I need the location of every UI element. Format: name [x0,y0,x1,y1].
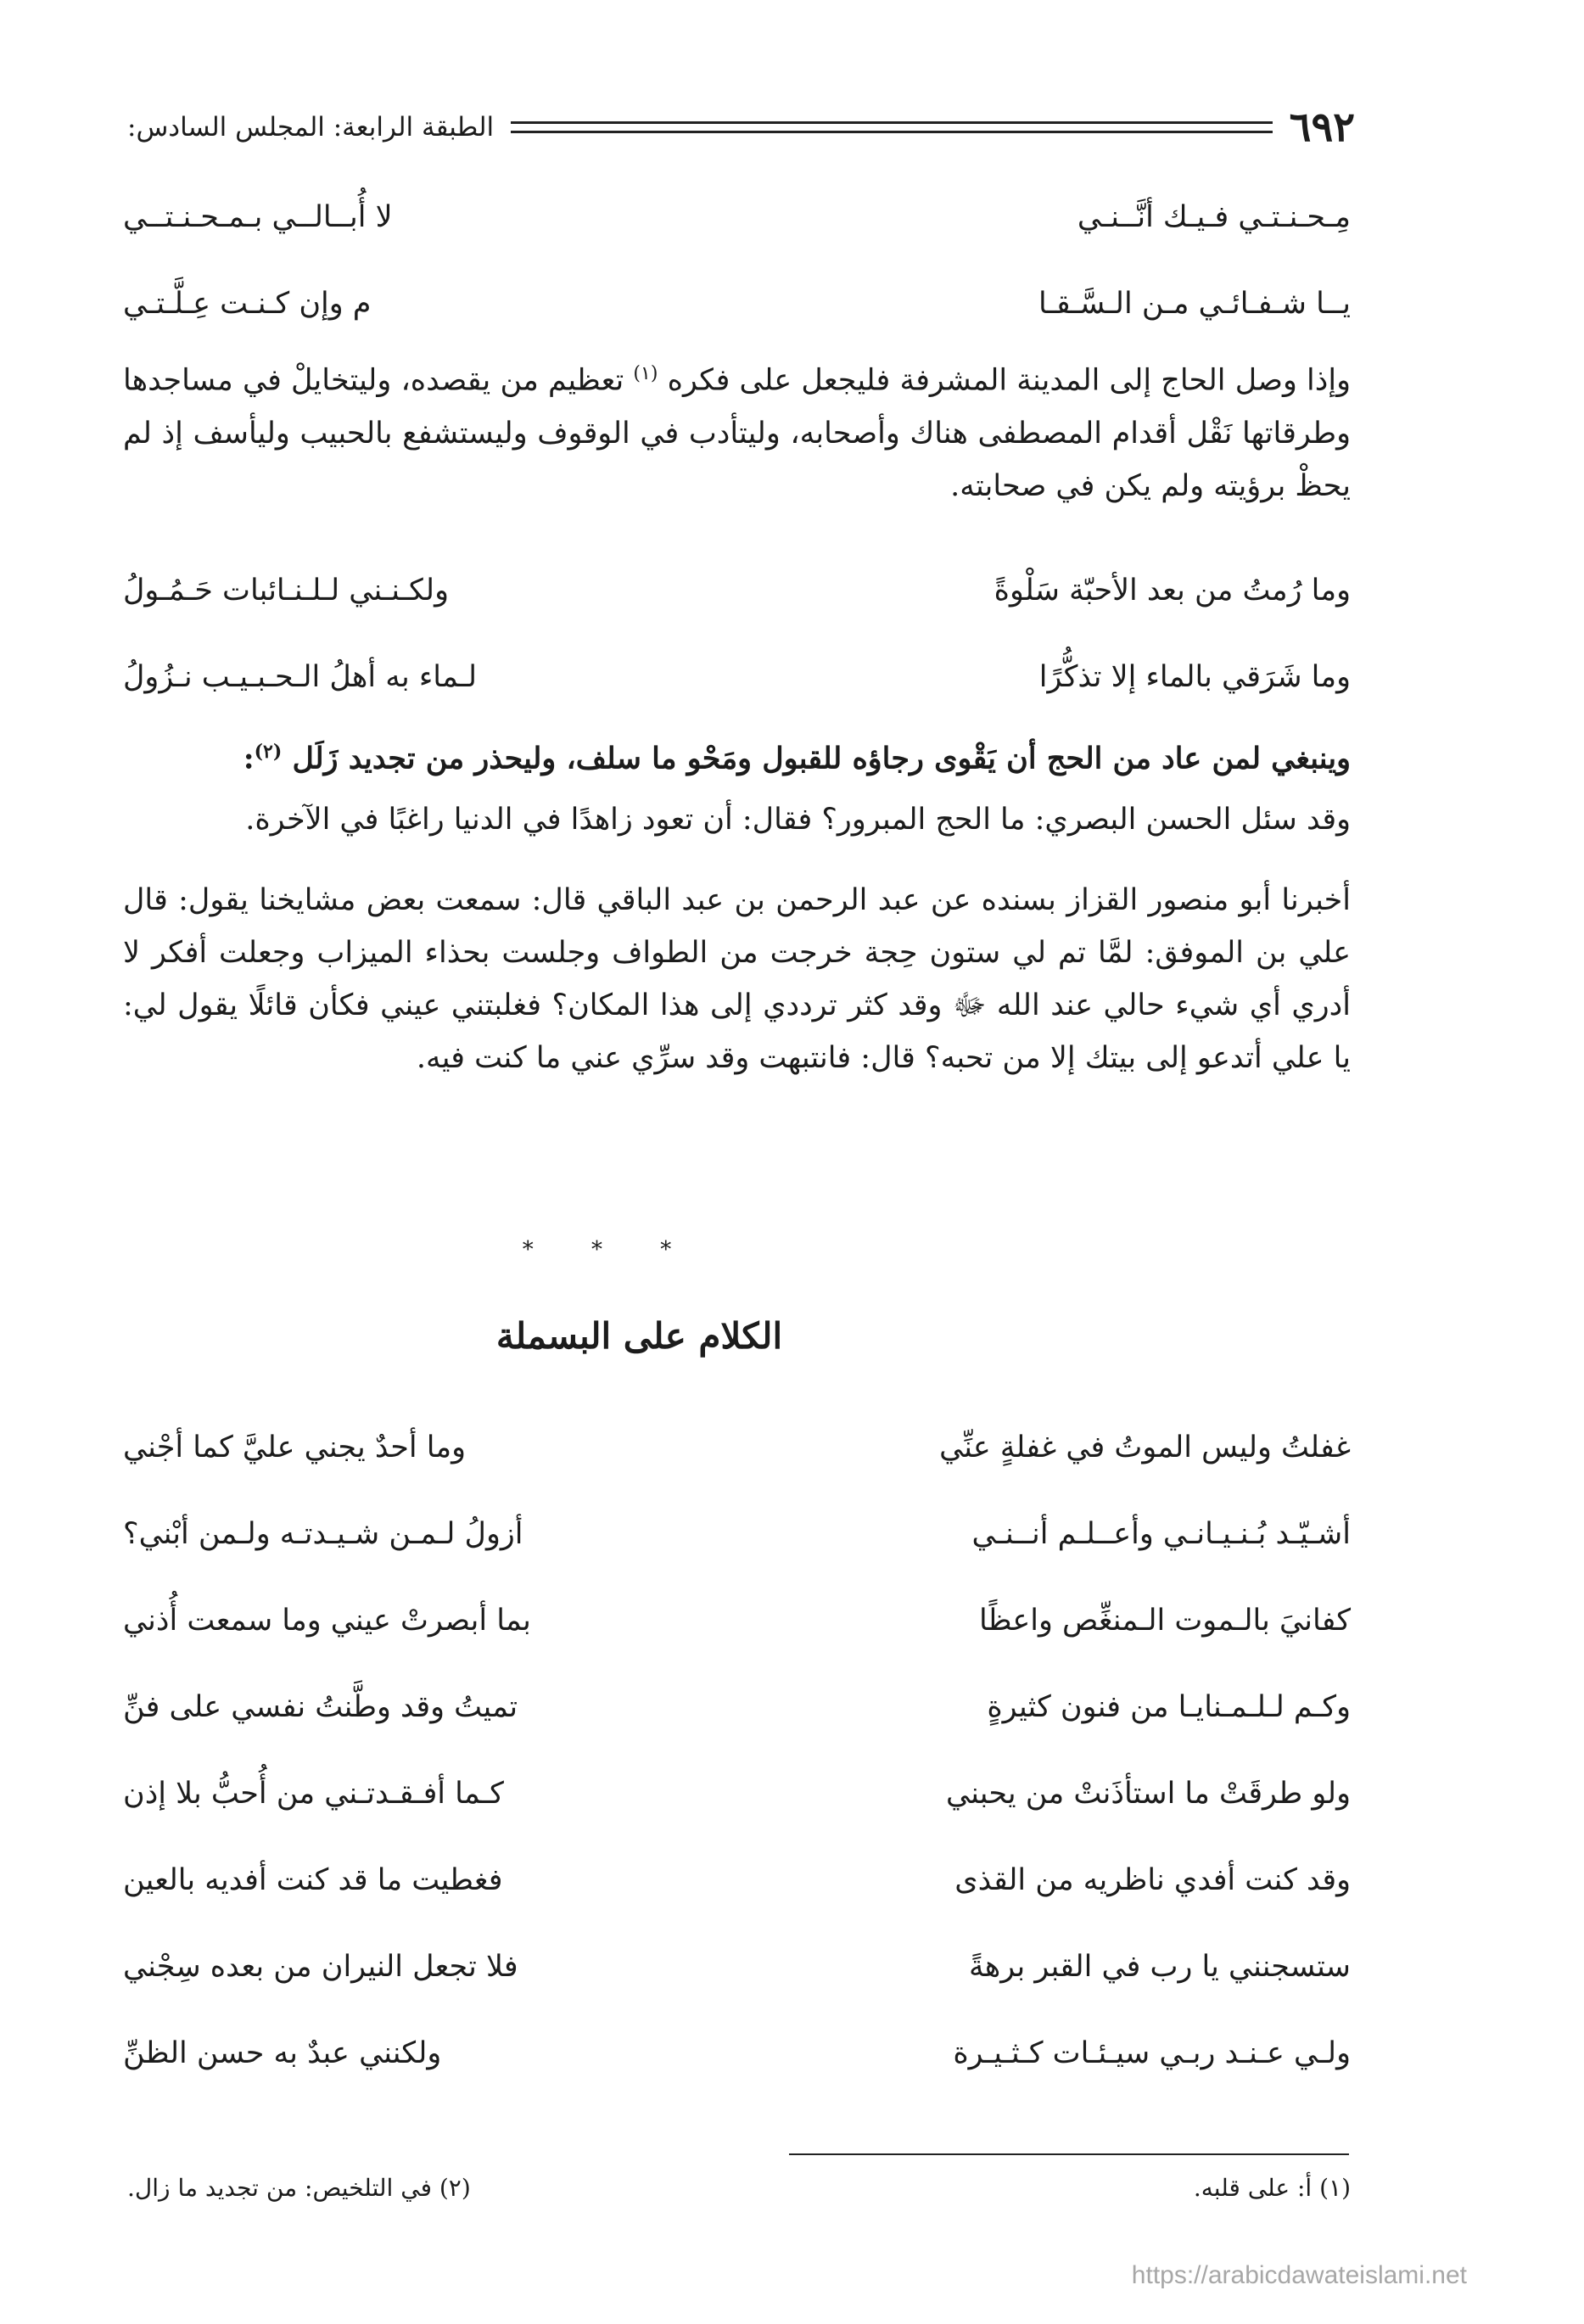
verse-block-top [123,174,1351,347]
paragraph-return-from-hajj [123,725,1351,786]
verse-line [123,1491,1351,1577]
footnote-1: (١) أ: على قلبه. [1193,2174,1351,2202]
verse-block-middle [123,547,1351,720]
section-separator: * * * [522,1237,697,1263]
paragraph-text: وقد سئل الحسن البصري: ما الحج المبرور؟ فقال: أن تعود زاهدًا في الدنيا راغبًا في الآخرة. [245,803,1351,837]
verse-line [123,260,1351,347]
verse-hemistich-first: وقد كنت أفدي ناظريه من القذى [954,1863,1351,1897]
verse-hemistich-first: وما رُمتُ من بعد الأحبّة سَلْوةً [993,574,1351,608]
header-rule [511,121,1273,133]
verse-hemistich-second: تميتُ وقد وطَّنتُ نفسي على فنِّ [123,1690,518,1724]
paragraph-madinah [123,348,1351,512]
paragraph-narration [123,874,1351,1084]
verse-line [123,1924,1351,2010]
verse-line [123,1577,1351,1664]
verse-hemistich-second: ولكنني عبدٌ به حسن الظنِّ [123,2036,442,2070]
verse-line [123,1837,1351,1924]
paragraph-punctuation: : [243,741,255,776]
verse-hemistich-first: وكـم لـلـمـنايـا من فنون كثيرةٍ [987,1690,1351,1724]
running-title: الطبقة الرابعة: المجلس السادس: [127,112,495,143]
verse-hemistich-first: يــا شـفـائـي مـن الـسَّـقـا [1038,287,1351,321]
verse-hemistich-second: لا أُبــالــي بـمـحـنـتــي [123,200,393,234]
verse-hemistich-second: ولكـنـني لـلـنـائبات حَـمُـولُ [123,574,449,608]
footnotes [127,2174,1351,2202]
section-title: الكلام على البسملة [495,1315,783,1357]
verse-hemistich-first: أشـيّـد بُـنـيـانـي وأعــلـم أنــنـي [971,1517,1351,1551]
verse-hemistich-first: وما شَرَقي بالماء إلا تذكُّرًا [1038,660,1351,694]
verse-line [123,634,1351,720]
verse-hemistich-second: لـماء به أهلُ الـحـبـيـب نـزُولُ [123,660,478,694]
verse-hemistich-second: وما أحدٌ يجني عليَّ كما أجْني [123,1431,467,1464]
footnote-marker: (٢) [254,741,283,763]
verse-hemistich-first: ستسجنني يا رب في القبر برهةً [968,1950,1351,1984]
verse-line [123,1750,1351,1837]
verse-line [123,1664,1351,1750]
verse-hemistich-first: كفانيَ بالـموت الـمنغِّص واعظًا [979,1604,1351,1638]
verse-hemistich-second: م وإن كـنـت عِـلَّـتـي [123,287,372,321]
paragraph-text: وينبغي لمن عاد من الحج أن يَقْوى رجاؤه للقبول ومَحْو ما سلف، وليحذر من تجديد زَلَل [292,741,1351,776]
verse-hemistich-first: مِـحـنـتـي فـيـك أنَّــنـي [1077,200,1351,234]
paragraph-text: أخبرنا أبو منصور القزاز بسنده عن عبد الرحمن بن عبد الباقي قال: سمعت بعض مشايخنا يقول: قال علي بن الموفق: لمَّا تم لي ستون حِجة خرجت من الطواف وجلست بحذاء الميزاب وجعلت أفكر لا أدري أي شيء حالي عند الله ﷻ وقد كثر ترددي إلى هذا المكان؟ فغلبتني عيني فكأن قائلًا يقول لي: يا علي أتدعو إلى بيتك إلا من تحبه؟ قال: فانتبهت وقد سرِّي عني ما كنت فيه. [123,883,1351,1075]
poem-block [123,1404,1351,2097]
verse-line [123,2010,1351,2097]
verse-hemistich-second: فغطيت ما قد كنت أفديه بالعين [123,1863,503,1897]
page-header [127,102,1355,153]
paragraph-hasan-basri [123,793,1351,846]
verse-hemistich-first: ولو طرقَتْ ما استأذَنتْ من يحبني [946,1777,1351,1811]
footnote-divider [789,2153,1349,2155]
page-number: ٦٩٢ [1289,104,1355,151]
verse-hemistich-second: بما أبصرتْ عيني وما سمعت أُذني [123,1604,531,1638]
footnote-2: (٢) في التلخيص: من تجديد ما زال. [127,2174,471,2202]
verse-line [123,547,1351,634]
verse-hemistich-first: ولـي عـنـد ربـي سيـئـات كـثـيـرة [953,2036,1351,2070]
verse-hemistich-second: أزولُ لـمـن شـيـدتـه ولـمن أبْني؟ [123,1517,523,1551]
paragraph-text: تعظيم من يقصده، وليتخايلْ في مساجدها وطرقاتها نَقْل أقدام المصطفى هناك وأصحابه، وليتأدب في الوقوف وليستشفع بالحبيب وليأسف إذ لم يحظْ برؤيته ولم يكن في صحابته. [123,363,1351,503]
verse-hemistich-second: كـما أفـقـدتـني من أُحبُّ بلا إذن [123,1777,504,1811]
verse-line [123,1404,1351,1491]
footnote-marker: (١) [633,363,658,384]
verse-hemistich-first: غفلتُ وليس الموتُ في غفلةٍ عنِّي [939,1431,1351,1464]
verse-hemistich-second: فلا تجعل النيران من بعده سِجْني [123,1950,518,1984]
verse-line [123,174,1351,260]
paragraph-text: وإذا وصل الحاج إلى المدينة المشرفة فليجعل على فكره [667,363,1351,398]
watermark-url: https://arabicdawateislami.net [1131,2261,1467,2289]
